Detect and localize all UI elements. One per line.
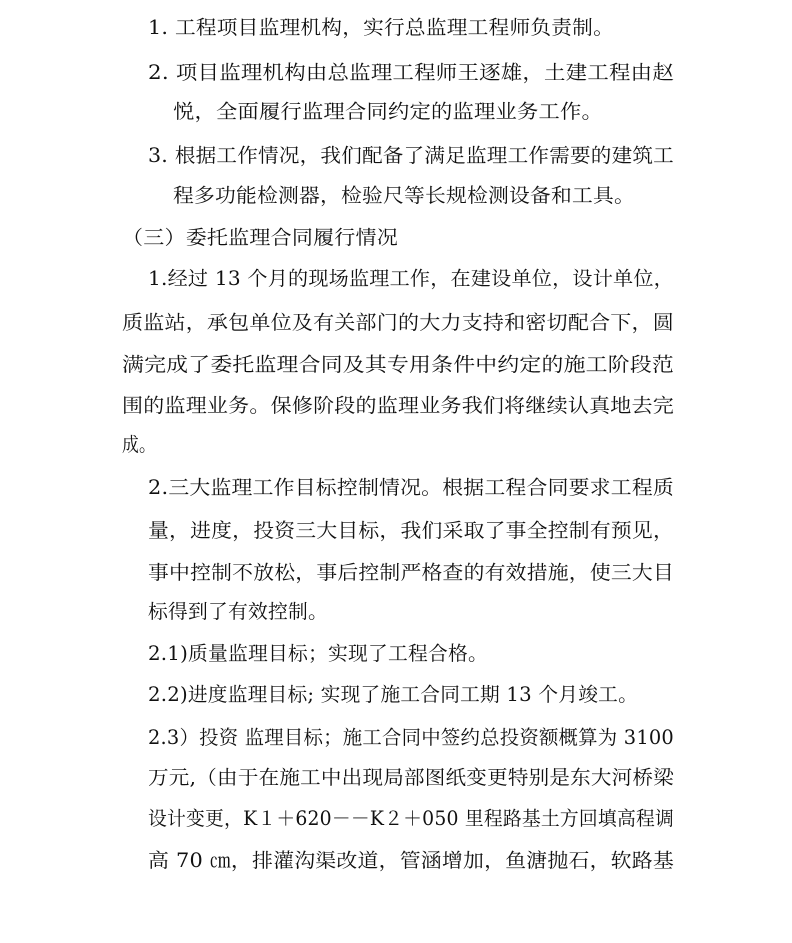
text-line: 量，进度，投资三大目标，我们采取了事全控制有预见， (148, 519, 674, 542)
text-line: 设计变更，K１＋620－－K２＋050 里程路基土方回填高程调 (148, 807, 674, 830)
text-line: 3. 根据工作情况，我们配备了满足监理工作需要的建筑工 (148, 144, 674, 167)
text-line: 成。 (122, 433, 156, 456)
text-line: 2.2)进度监理目标; 实现了施工合同工期 13 个月竣工。 (148, 683, 638, 706)
section-heading: （三）委托监理合同履行情况 (122, 226, 398, 249)
text-line: 2.三大监理工作目标控制情况。根据工程合同要求工程质 (148, 476, 674, 499)
text-line: 2.1)质量监理目标；实现了工程合格。 (148, 642, 488, 665)
text-line: 质监站，承包单位及有关部门的大力支持和密切配合下，圆 (122, 311, 674, 334)
text-line: 1.经过 13 个月的现场监理工作，在建设单位，设计单位， (148, 267, 674, 290)
text-line: 事中控制不放松，事后控制严格查的有效措施，使三大目 (148, 561, 674, 584)
text-line: 2. 项目监理机构由总监理工程师王逐雄，土建工程由赵 (148, 61, 674, 84)
text-line: 围的监理业务。保修阶段的监理业务我们将继续认真地去完 (122, 394, 674, 417)
text-line: 标得到了有效控制。 (148, 600, 328, 623)
text-line: 程多功能检测器，检验尺等长规检测设备和工具。 (173, 184, 635, 207)
text-line: 1. 工程项目监理机构，实行总监理工程师负责制。 (148, 16, 614, 39)
text-line: 悦，全面履行监理合同约定的监理业务工作。 (173, 100, 603, 123)
text-line: 满完成了委托监理合同及其专用条件中约定的施工阶段范 (122, 353, 674, 376)
text-line: 高 70 ㎝，排灌沟渠改道，管涵增加，鱼溏抛石，软路基 (148, 849, 674, 872)
text-line: 万元,（由于在施工中出现局部图纸变更特别是东大河桥梁 (148, 766, 674, 789)
text-line: 2.3）投资 监理目标；施工合同中签约总投资额概算为 3100 (148, 726, 674, 749)
